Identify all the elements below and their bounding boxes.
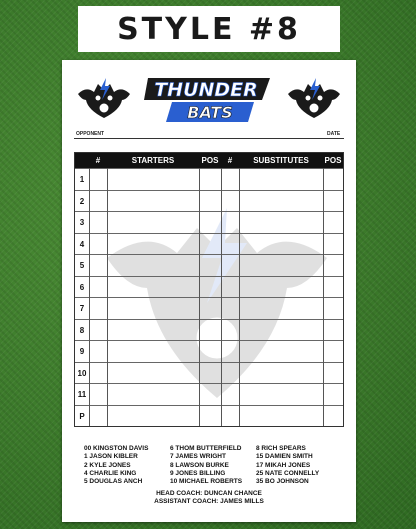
column-divider [89, 168, 90, 426]
roster-entry: 15 DAMIEN SMITH [256, 453, 313, 461]
roster-entry: 4 CHARLIE KING [84, 469, 137, 477]
roster-entry: 7 JAMES WRIGHT [170, 453, 226, 461]
lineup-row[interactable] [75, 297, 343, 319]
roster-entry: 25 NATE CONNELLY [256, 469, 320, 477]
row-number: 6 [79, 282, 85, 292]
row-number: 9 [79, 347, 85, 356]
date-label: DATE [327, 131, 341, 137]
roster-entry: 8 LAWSON BURKE [170, 461, 229, 469]
lineup-row[interactable] [75, 190, 343, 212]
roster-column-3 [256, 445, 319, 486]
column-divider [239, 168, 240, 426]
lineup-row[interactable] [75, 233, 343, 255]
bat-mascot-icon [286, 76, 342, 122]
lineup-grid [74, 152, 344, 427]
header-sub-pos: POS [324, 156, 342, 165]
roster-entry: 35 BO JOHNSON [256, 478, 309, 486]
column-divider [323, 168, 324, 426]
header-sub-number: # [227, 156, 233, 165]
lineup-row[interactable] [75, 276, 343, 298]
header-pos: POS [201, 156, 219, 165]
roster-entry: 9 JONES BILLING [170, 469, 226, 477]
lineup-row[interactable] [75, 340, 343, 362]
assistant-coach: ASSISTANT COACH: JAMES MILLS [154, 498, 264, 505]
roster-entry: 2 KYLE JONES [84, 461, 131, 469]
roster-column-2 [170, 445, 242, 486]
header-substitutes: SUBSTITUTES [253, 156, 309, 165]
style-title: STYLE #8 [117, 11, 301, 47]
lineup-header [75, 153, 343, 168]
row-number: 8 [79, 325, 85, 335]
bat-mascot-icon [76, 76, 132, 122]
roster-column-1 [84, 445, 148, 486]
row-number: 11 [77, 390, 87, 399]
lineup-row[interactable] [75, 405, 343, 427]
style-banner [78, 6, 340, 52]
roster-entry: 00 KINGSTON DAVIS [84, 445, 149, 452]
column-divider [221, 168, 222, 426]
opponent-line [74, 138, 344, 139]
row-number: 4 [79, 239, 85, 249]
row-number: P [79, 411, 85, 421]
header-number: # [95, 156, 101, 165]
lineup-row[interactable] [75, 254, 343, 276]
lineup-row[interactable] [75, 362, 343, 384]
row-number: 7 [79, 304, 85, 313]
row-number: 10 [77, 368, 87, 378]
row-number: 5 [79, 261, 85, 270]
column-divider [107, 168, 108, 426]
roster-entry: 17 MIKAH JONES [256, 461, 311, 469]
roster-entry: 8 RICH SPEARS [256, 445, 306, 452]
lineup-row[interactable] [75, 168, 343, 190]
header-starters: STARTERS [131, 156, 175, 165]
lineup-card [62, 60, 356, 522]
thunder-bats-wordmark [142, 74, 276, 126]
wordmark-bottom: BATS [187, 103, 233, 122]
row-number: 3 [79, 218, 85, 227]
wordmark-top: THUNDER [154, 79, 258, 101]
lineup-row[interactable] [75, 319, 343, 341]
roster-entry: 5 DOUGLAS ANCH [84, 478, 143, 486]
column-divider [199, 168, 200, 426]
roster-entry: 10 MICHAEL ROBERTS [170, 478, 243, 486]
roster-entry: 6 THOM BUTTERFIELD [170, 445, 242, 452]
row-number: 1 [79, 175, 85, 184]
roster-entry: 1 JASON KIBLER [84, 453, 138, 461]
head-coach: HEAD COACH: DUNCAN CHANCE [156, 490, 262, 497]
lineup-row[interactable] [75, 383, 343, 405]
opponent-label: OPPONENT [76, 131, 105, 137]
row-number: 2 [79, 196, 85, 206]
lineup-row[interactable] [75, 211, 343, 233]
